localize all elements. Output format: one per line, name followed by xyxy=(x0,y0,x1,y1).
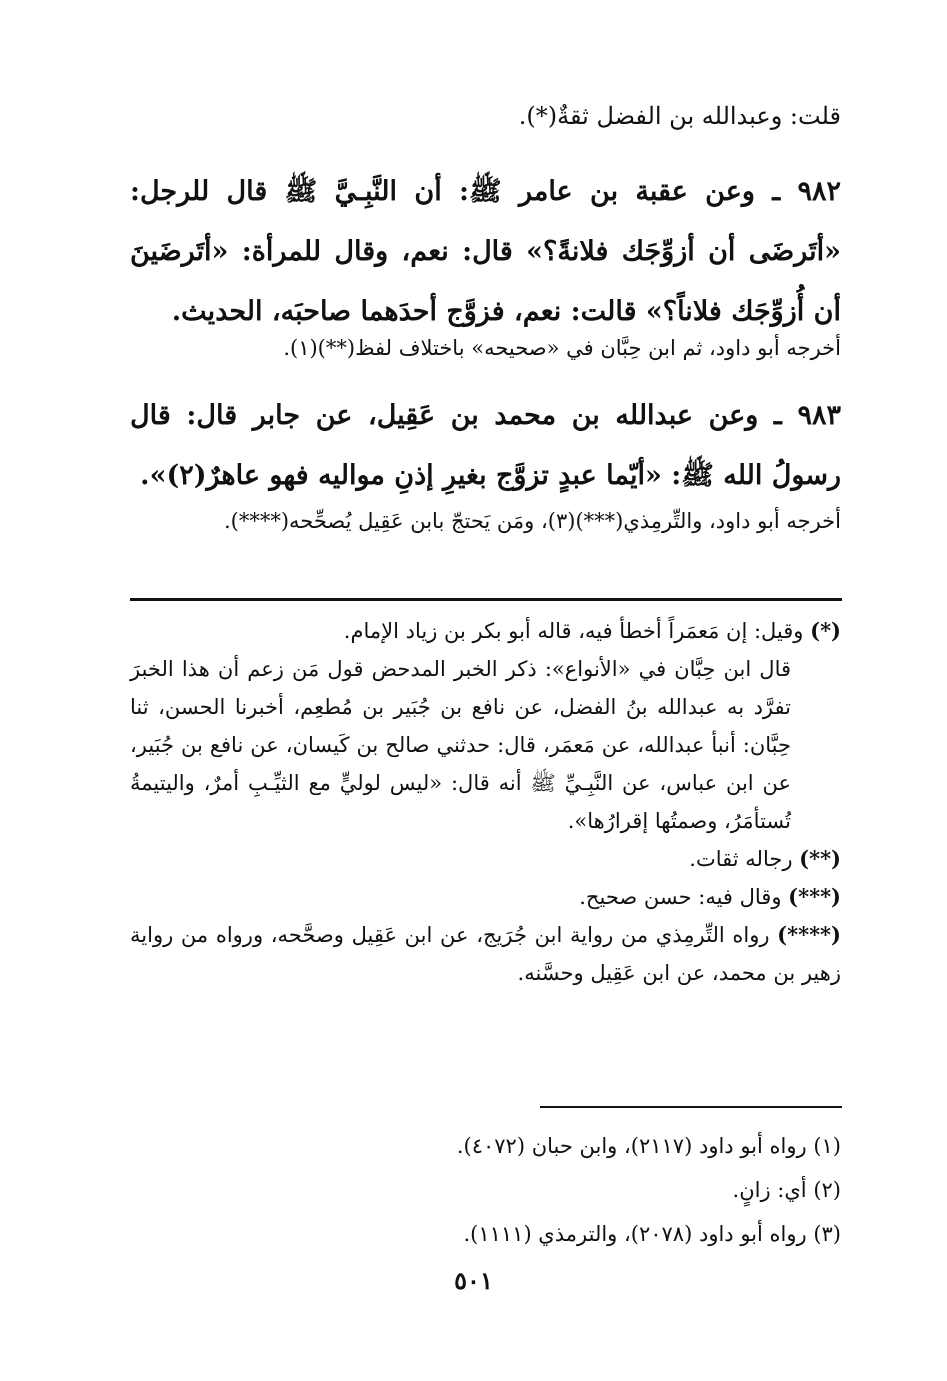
note-text: وقال فيه: حسن صحيح. xyxy=(579,885,782,909)
note-mark: (***) xyxy=(788,884,841,909)
note-text: رجاله ثقات. xyxy=(689,847,793,871)
hadith-982-source: أخرجه أبو داود، ثم ابن حِبَّان في «صحيحه» باختلاف لفظ(**)(١). xyxy=(283,336,841,360)
hadith-983 xyxy=(130,386,841,506)
footnote: (٢) أي: زانٍ. xyxy=(732,1178,841,1202)
hadith-text: ـ وعن عبدالله بن محمد بن عَقِيل، عن جابر قال: قال رسولُ الله ﷺ: «أيّما عبدٍ تزوَّج بغيرِ إذنِ مواليه فهو عاهرٌ(٢)». xyxy=(130,400,841,491)
note xyxy=(130,650,841,840)
footnotes xyxy=(130,1124,841,1256)
editor-notes xyxy=(130,612,841,992)
intro-line: قلت: وعبدالله بن الفضل ثقةٌ(*). xyxy=(518,102,841,130)
note xyxy=(130,916,841,992)
footnote-divider xyxy=(540,1106,842,1108)
hadith-982 xyxy=(130,162,841,342)
note-text: قال ابن حِبَّان في «الأنواع»: ذكر الخبر المدحض قول مَن زعم أن هذا الخبرَ تفرَّد به عبدالله بنُ الفضل، عن نافع بن جُبَير بن مُطعِم، أخبرنا الحسن، ثنا حِبَّان: أنبأ عبدالله، عن مَعمَر، قال: حدثني صالح بن كَيسان، عن نافع بن جُبَير، عن ابن عباس، عن النَّبِـيِّ ﷺ أنه قال: «ليس لوليٍّ مع الثيِّـبِ أمرٌ، واليتيمةُ تُستأمَرُ، وصمتُها إقرارُها». xyxy=(130,657,791,833)
notes-divider xyxy=(130,598,842,601)
note xyxy=(130,612,841,650)
note-mark: (****) xyxy=(777,922,841,947)
hadith-number: ٩٨٣ xyxy=(797,400,842,431)
footnote: (٣) رواه أبو داود (٢٠٧٨)، والترمذي (١١١١). xyxy=(463,1222,841,1246)
note-text: رواه التِّرمِذي من رواية ابن جُرَيج، عن ابن عَقِيل وصحَّحه، ورواه من رواية زهير بن محمد، عن ابن عَقِيل وحسَّنه. xyxy=(130,923,841,985)
hadith-text: ـ وعن عقبة بن عامر ﷺ: أن النَّبِـيَّ ﷺ قال للرجل: «أتَرضَى أن أزوِّجَك فلانةً؟» قال: نعم، وقال للمرأة: «أتَرضَينَ أن أُزوِّجَك فلاناً؟» قالت: نعم، فزوَّج أحدَهما صاحبَه، الحديث. xyxy=(130,176,841,327)
hadith-983-source: أخرجه أبو داود، والتِّرمِذي(***)(٣)، ومَن يَحتجّ بابن عَقِيل يُصحِّحه(****). xyxy=(223,509,841,533)
note-mark: (**) xyxy=(799,846,841,871)
note xyxy=(130,878,841,916)
page-number: ٥٠١ xyxy=(454,1266,493,1295)
hadith-number: ٩٨٢ xyxy=(797,176,842,207)
note-mark: (*) xyxy=(810,618,841,643)
footnote: (١) رواه أبو داود (٢١١٧)، وابن حبان (٤٠٧٢). xyxy=(456,1134,841,1158)
note-text: وقيل: إن مَعمَراً أخطأ فيه، قاله أبو بكر بن زياد الإمام. xyxy=(343,619,804,643)
note xyxy=(130,840,841,878)
